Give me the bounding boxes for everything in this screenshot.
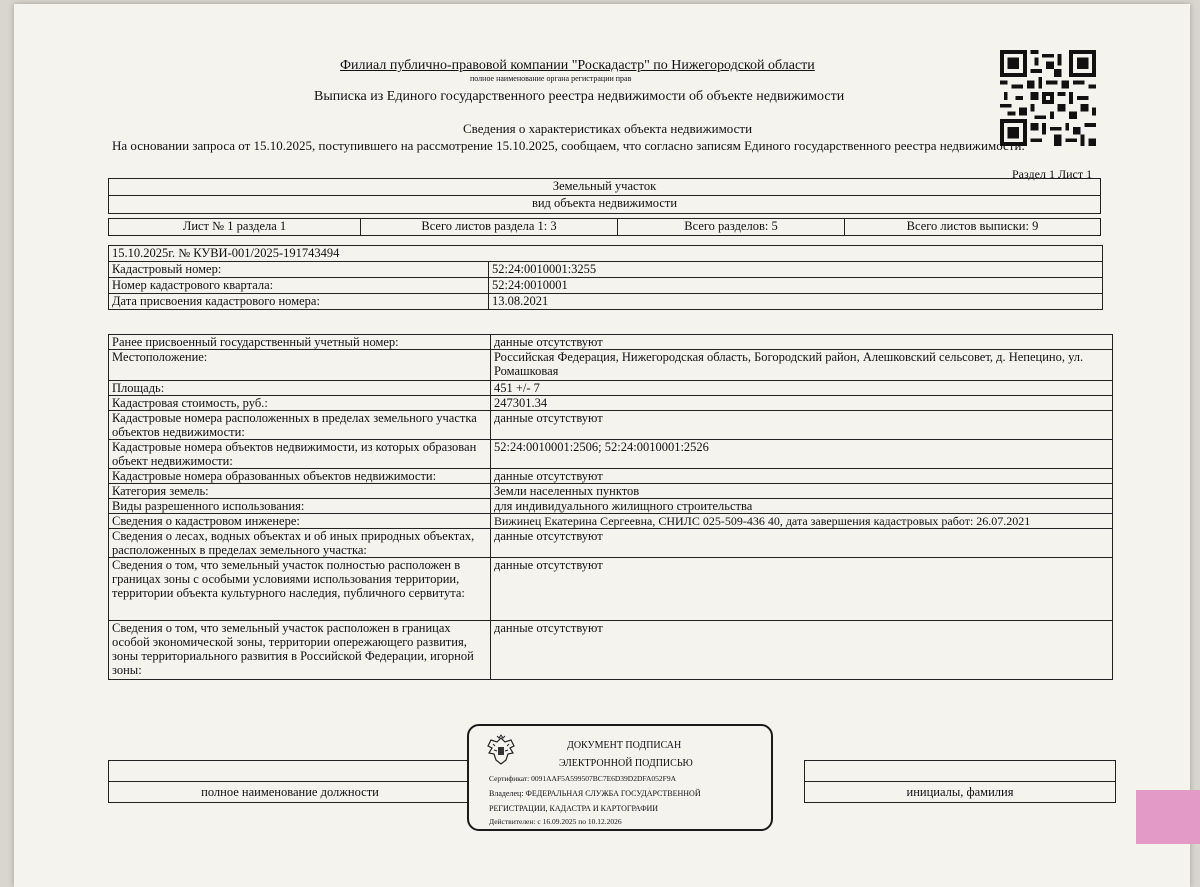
double-headed-eagle-emblem-icon: [485, 734, 517, 768]
stamp-signed-subtitle: ЭЛЕКТРОННОЙ ПОДПИСЬЮ: [559, 758, 693, 769]
row-value: для индивидуального жилищного строительства: [491, 499, 1113, 514]
table-row: [109, 278, 1103, 294]
sheets-info-table: [108, 218, 1101, 236]
row-value: данные отсутствуют: [491, 335, 1113, 350]
table-row: [109, 350, 1113, 381]
sheet-of-section: Лист № 1 раздела 1: [109, 219, 361, 236]
row-value: данные отсутствуют: [491, 621, 1113, 680]
total-sections: Всего разделов: 5: [618, 219, 845, 236]
name-caption: инициалы, фамилия: [805, 782, 1116, 803]
row-label: Площадь:: [109, 381, 491, 396]
table-row: [109, 396, 1113, 411]
row-label: Кадастровые номера объектов недвижимости, из которых образован объект недвижимости:: [109, 440, 491, 469]
organization-caption: полное наименование органа регистрации прав: [470, 74, 632, 83]
row-value: 52:24:0010001: [489, 278, 1103, 294]
row-value: Российская Федерация, Нижегородская область, Богородский район, Алешковский сельсовет, д. Непецино, ул. Ромашковая: [491, 350, 1113, 381]
table-row: [109, 529, 1113, 558]
position-caption: полное наименование должности: [109, 782, 472, 803]
table-row: [109, 558, 1113, 621]
row-value: данные отсутствуют: [491, 558, 1113, 621]
row-value: Земли населенных пунктов: [491, 484, 1113, 499]
document-title: Выписка из Единого государственного реестра недвижимости об объекте недвижимости: [314, 89, 845, 104]
stamp-owner-line2: РЕГИСТРАЦИИ, КАДАСТРА И КАРТОГРАФИИ: [489, 804, 659, 813]
table-row: [109, 621, 1113, 680]
registration-table: [108, 245, 1103, 310]
section-sheet-label: Раздел 1 Лист 1: [1012, 167, 1093, 181]
stamp-owner-line1: Владелец: ФЕДЕРАЛЬНАЯ СЛУЖБА ГОСУДАРСТВЕННОЙ: [489, 789, 701, 798]
row-value: 13.08.2021: [489, 294, 1103, 310]
row-label: Дата присвоения кадастрового номера:: [109, 294, 489, 310]
table-row: [109, 335, 1113, 350]
row-value: Вижинец Екатерина Сергеевна, СНИЛС 025-509-436 40, дата завершения кадастровых работ: 26.07.2021: [491, 514, 1113, 529]
row-value: данные отсутствуют: [491, 411, 1113, 440]
table-row: [109, 499, 1113, 514]
row-label: Кадастровые номера расположенных в пределах земельного участка объектов недвижимости:: [109, 411, 491, 440]
table-row: [109, 411, 1113, 440]
request-text: На основании запроса от 15.10.2025, поступившего на рассмотрение 15.10.2025, сообщаем, что согласно записям Единого государственного реестра недвижимости:: [112, 138, 1026, 153]
row-label: Кадастровые номера образованных объектов недвижимости:: [109, 469, 491, 484]
details-table: [108, 334, 1113, 680]
pink-sticky-tab: [1136, 790, 1200, 844]
row-label: Категория земель:: [109, 484, 491, 499]
row-label: Номер кадастрового квартала:: [109, 278, 489, 294]
registration-date-number: 15.10.2025г. № КУВИ-001/2025-191743494: [109, 246, 1103, 262]
row-label: Сведения о кадастровом инженере:: [109, 514, 491, 529]
stamp-signed-title: ДОКУМЕНТ ПОДПИСАН: [567, 740, 682, 751]
table-row: [109, 440, 1113, 469]
row-label: Кадастровый номер:: [109, 262, 489, 278]
organization-name: Филиал публично-правовой компании "Роскадастр" по Нижегородской области: [340, 58, 815, 73]
object-type: Земельный участок: [109, 179, 1101, 196]
row-label: Виды разрешенного использования:: [109, 499, 491, 514]
row-value: 52:24:0010001:3255: [489, 262, 1103, 278]
row-label: Сведения о том, что земельный участок полностью расположен в границах зоны с особыми условиями использования территории, территории объекта культурного наследия, публичного сервитута:: [109, 558, 491, 621]
qr-code-icon: [1000, 50, 1096, 146]
row-label: Кадастровая стоимость, руб.:: [109, 396, 491, 411]
table-row: [109, 262, 1103, 278]
stamp-validity: Действителен: с 16.09.2025 по 10.12.2026: [489, 817, 622, 826]
row-label: Сведения о лесах, водных объектах и об иных природных объектах, расположенных в пределах земельного участка:: [109, 529, 491, 558]
row-value: данные отсутствуют: [491, 529, 1113, 558]
row-value: данные отсутствуют: [491, 469, 1113, 484]
stamp-certificate: Сертификат: 0091AAF5A599507BC7E6D39D2DFA052F9A: [489, 774, 677, 783]
total-section-sheets: Всего листов раздела 1: 3: [361, 219, 618, 236]
total-extract-sheets: Всего листов выписки: 9: [845, 219, 1101, 236]
row-label: Сведения о том, что земельный участок расположен в границах особой экономической зоны, территории опережающего развития, зоны территориального развития в Российской Федерации, игорной зоны:: [109, 621, 491, 680]
row-value: 451 +/- 7: [491, 381, 1113, 396]
electronic-signature-stamp: [467, 724, 773, 831]
table-row: [109, 381, 1113, 396]
row-value: 52:24:0010001:2506; 52:24:0010001:2526: [491, 440, 1113, 469]
object-type-table: [108, 178, 1101, 214]
table-row: [109, 484, 1113, 499]
object-type-caption: вид объекта недвижимости: [109, 196, 1101, 214]
section-title: Сведения о характеристиках объекта недвижимости: [463, 121, 753, 136]
row-value: 247301.34: [491, 396, 1113, 411]
table-row: [109, 294, 1103, 310]
table-row: [109, 514, 1113, 529]
row-label: Местоположение:: [109, 350, 491, 381]
table-row: [109, 469, 1113, 484]
row-label: Ранее присвоенный государственный учетный номер:: [109, 335, 491, 350]
